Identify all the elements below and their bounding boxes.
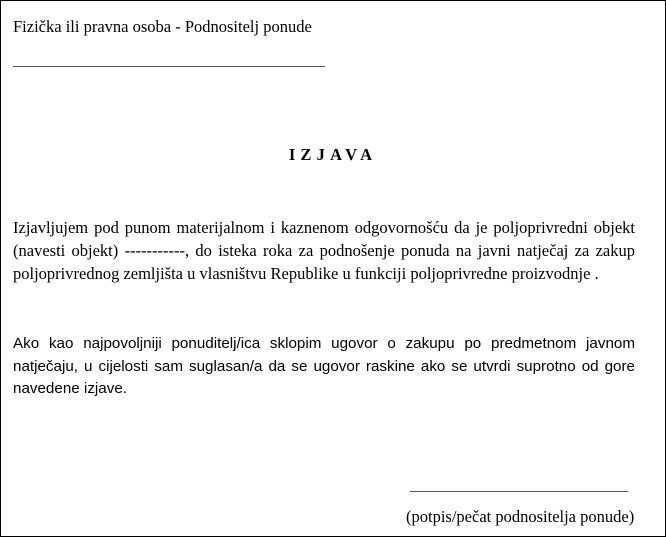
consent-paragraph: Ako kao najpovoljniji ponuditelj/ica sklopim ugovor o zakupu po predmetnom javnom natječaju, u cijelosti sam suglasan/a da se ugovor raskine ako se utvrdi suprotno od gore navedene izjave. — [13, 335, 635, 397]
submitter-name-line — [13, 66, 325, 67]
submitter-label: Fizička ili pravna osoba - Podnositelj ponude — [13, 17, 312, 36]
document-title: IZJAVA — [288, 145, 378, 164]
signature-line — [410, 491, 628, 492]
statement-paragraph: Izjavljujem pod punom materijalnom i kaznenom odgovornošću da je poljoprivredni objekt (navesti objekt) -----------, do isteka roka za podnošenje ponuda na javni natječaj za zakup poljoprivrednog zemljišta u vlasništvu Republike u funkciji poljoprivredne proizvodnje . — [13, 218, 635, 283]
signature-caption: (potpis/pečat podnositelja ponude) — [406, 507, 635, 526]
